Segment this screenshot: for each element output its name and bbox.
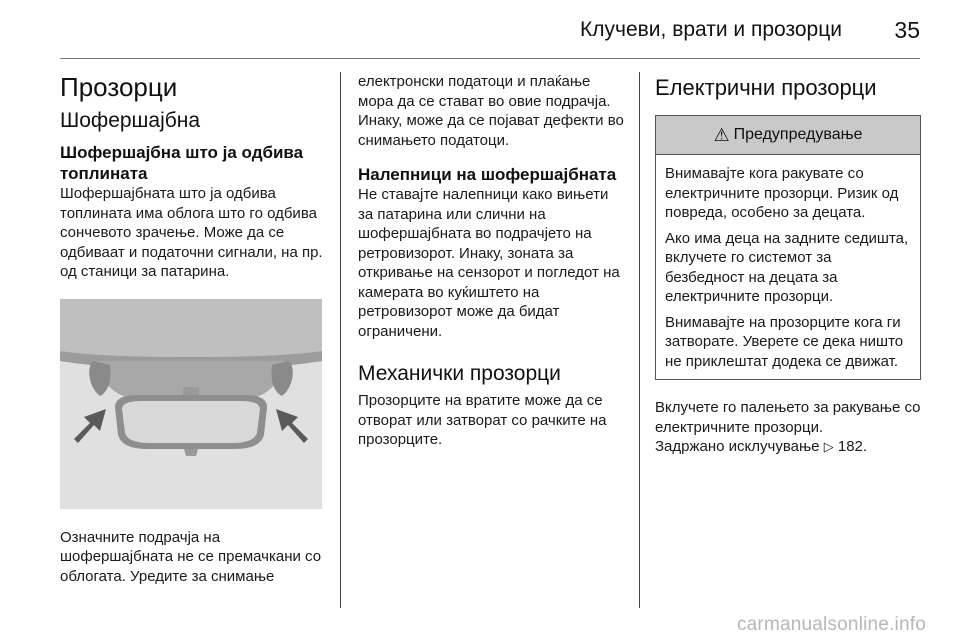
paragraph: Прозорците на вратите може да се отворат или затворат со рачките на прозорците. [358, 392, 607, 448]
warning-paragraph: Ако има деца на задните седишта, вклучете го системот за безбедност на децата за електричните прозорци. [665, 229, 909, 305]
subsection-title: Шофершајбна [60, 109, 201, 132]
section-title: Прозорци [60, 72, 178, 102]
paragraph: електронски податоци и плаќање мора да се стават во овие подрачја. Инаку, може да се појават дефекти во снимањето податоци. [358, 73, 624, 149]
warning-header [656, 116, 920, 155]
page-header [60, 0, 920, 59]
reference-page[interactable]: 182. [837, 438, 868, 455]
column-3 [655, 72, 921, 457]
paragraph: Означните подрачја на шофершајбната не се премачкани со облогата. Уредите за снимање [60, 528, 322, 585]
topic-heading: Шофершајбна што ја одбива топлината [60, 143, 304, 183]
warning-triangle-icon: ⚠ [713, 124, 730, 145]
reference-arrow-icon: ▷ [823, 439, 834, 454]
watermark: carmanualsonline.info [736, 614, 926, 635]
column-divider [340, 72, 341, 608]
warning-title: Предупредување [733, 126, 863, 143]
subsection-title: Механички прозорци [358, 362, 561, 385]
warning-box [655, 115, 921, 380]
warning-body [656, 155, 920, 379]
subsection-title: Електрични прозорци [655, 75, 877, 100]
column-divider [639, 72, 640, 608]
column-1 [60, 72, 328, 586]
column-2 [358, 72, 626, 450]
paragraph: Шофершајбната што ја одбива топлината има облога што го одбива сончевото зрачење. Може да се одбиваат и податочни сигнали, на пр. од станици за патарина. [60, 185, 323, 280]
topic-heading: Налепници на шофершајбната [358, 165, 617, 184]
paragraph: Вклучете го палењето за ракување со електричните прозорци. [655, 399, 921, 436]
windshield-mirror-illustration [60, 299, 322, 509]
reference-text: Задржано исклучување [655, 438, 820, 455]
page-number: 35 [894, 17, 920, 43]
warning-paragraph: Внимавајте кога ракувате со електричните прозорци. Ризик од повреда, особено за децата. [665, 165, 899, 221]
header-title: Клучеви, врати и прозорци [580, 18, 842, 41]
warning-paragraph: Внимавајте на прозорците кога ги затворате. Уверете се дека ништо не приклештат додека се движат. [665, 313, 904, 370]
paragraph-reference [655, 437, 921, 457]
paragraph: Не ставајте налепници како вињети за патарина или слични на шофершајбната во подрачјето на ретровизорот. Инаку, зоната за откривање на сензорот и погледот на камерата во куќиштето на ретровизорот може да бидат ограничени. [358, 186, 620, 340]
